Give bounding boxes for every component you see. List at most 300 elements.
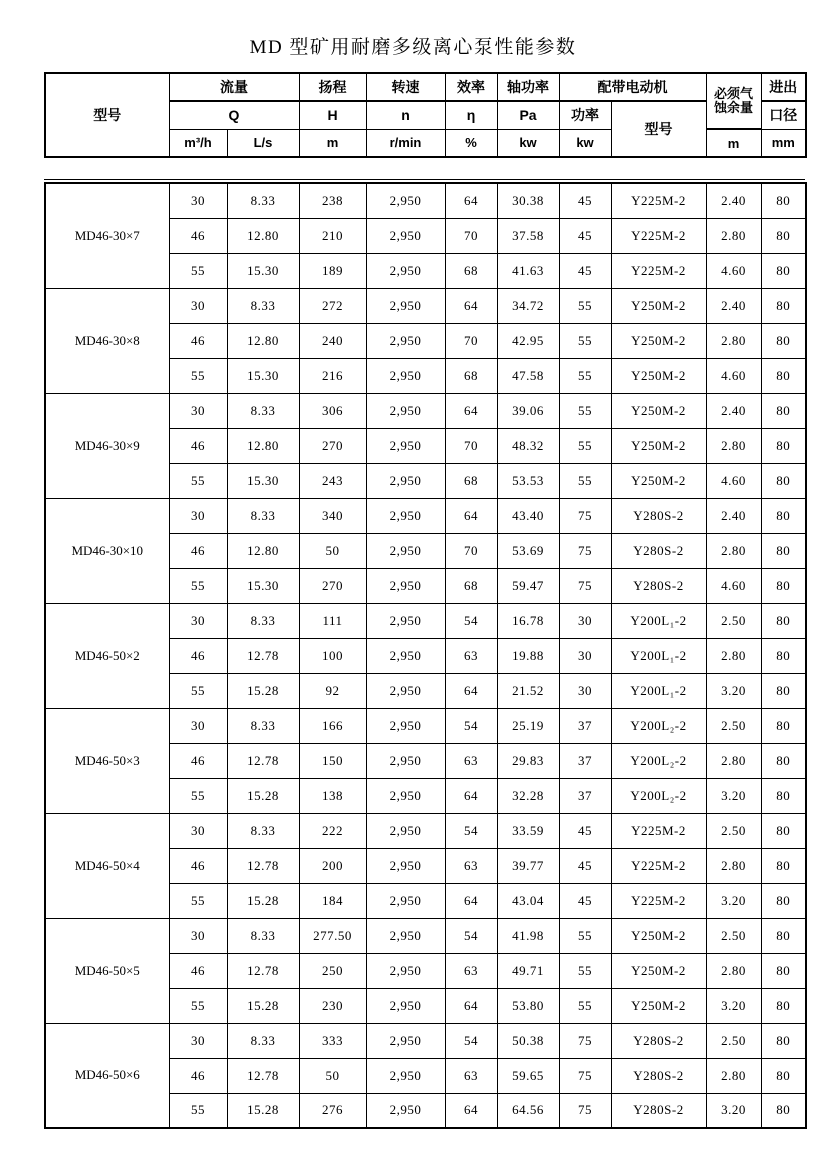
cell-shaft-power: 43.40 — [497, 498, 559, 533]
cell-pump-model: MD46-50×6 — [45, 1023, 169, 1128]
cell-efficiency: 64 — [445, 288, 497, 323]
cell-flow-m3h: 55 — [169, 253, 227, 288]
cell-efficiency: 54 — [445, 813, 497, 848]
cell-motor-power: 30 — [559, 603, 611, 638]
cell-motor-model: Y250M-2 — [611, 428, 706, 463]
cell-head-m: 111 — [299, 603, 366, 638]
cell-motor-model: Y200L₁-2 — [611, 603, 706, 638]
cell-motor-power: 55 — [559, 988, 611, 1023]
cell-motor-power: 45 — [559, 253, 611, 288]
cell-motor-model: Y280S-2 — [611, 1093, 706, 1128]
cell-pump-model: MD46-50×4 — [45, 813, 169, 918]
cell-flow-ls: 8.33 — [227, 183, 299, 218]
header-port-line2: 口径 — [761, 101, 806, 129]
cell-shaft-power: 16.78 — [497, 603, 559, 638]
cell-pump-model: MD46-50×3 — [45, 708, 169, 813]
cell-motor-power: 55 — [559, 918, 611, 953]
cell-port-diameter: 80 — [761, 498, 806, 533]
cell-head-m: 272 — [299, 288, 366, 323]
cell-speed: 2,950 — [366, 743, 445, 778]
cell-flow-m3h: 46 — [169, 953, 227, 988]
cell-port-diameter: 80 — [761, 253, 806, 288]
cell-motor-power: 55 — [559, 323, 611, 358]
header-pump-model: 型号 — [45, 73, 169, 157]
header-npsh-unit: m — [706, 129, 761, 157]
cell-npsh: 2.40 — [706, 498, 761, 533]
cell-port-diameter: 80 — [761, 323, 806, 358]
cell-npsh: 2.80 — [706, 1058, 761, 1093]
table-area — [44, 72, 805, 1129]
header-shaft-power-unit: kw — [497, 129, 559, 157]
cell-motor-model: Y280S-2 — [611, 498, 706, 533]
cell-pump-model: MD46-30×9 — [45, 393, 169, 498]
cell-motor-power: 75 — [559, 533, 611, 568]
cell-speed: 2,950 — [366, 568, 445, 603]
cell-flow-m3h: 46 — [169, 848, 227, 883]
cell-flow-m3h: 30 — [169, 603, 227, 638]
cell-motor-power: 75 — [559, 498, 611, 533]
cell-port-diameter: 80 — [761, 568, 806, 603]
header-flow-unit2: L/s — [227, 129, 299, 157]
cell-head-m: 216 — [299, 358, 366, 393]
cell-motor-power: 30 — [559, 638, 611, 673]
cell-head-m: 189 — [299, 253, 366, 288]
cell-speed: 2,950 — [366, 673, 445, 708]
cell-head-m: 333 — [299, 1023, 366, 1058]
header-row-1 — [45, 73, 806, 101]
cell-port-diameter: 80 — [761, 288, 806, 323]
header-head: 扬程 — [299, 73, 366, 101]
cell-motor-power: 75 — [559, 568, 611, 603]
cell-npsh: 2.80 — [706, 953, 761, 988]
cell-shaft-power: 21.52 — [497, 673, 559, 708]
cell-port-diameter: 80 — [761, 533, 806, 568]
cell-npsh: 2.80 — [706, 848, 761, 883]
cell-speed: 2,950 — [366, 183, 445, 218]
cell-motor-model: Y225M-2 — [611, 883, 706, 918]
table-row — [45, 813, 806, 848]
cell-npsh: 2.40 — [706, 393, 761, 428]
cell-head-m: 276 — [299, 1093, 366, 1128]
header-motor-power: 功率 — [559, 101, 611, 129]
cell-npsh: 2.50 — [706, 813, 761, 848]
cell-motor-model: Y280S-2 — [611, 533, 706, 568]
cell-port-diameter: 80 — [761, 428, 806, 463]
cell-flow-m3h: 46 — [169, 323, 227, 358]
cell-motor-model: Y200L₂-2 — [611, 708, 706, 743]
table-row — [45, 498, 806, 533]
table-row — [45, 708, 806, 743]
cell-speed: 2,950 — [366, 813, 445, 848]
cell-flow-ls: 8.33 — [227, 288, 299, 323]
cell-motor-power: 45 — [559, 218, 611, 253]
cell-motor-power: 45 — [559, 883, 611, 918]
cell-speed: 2,950 — [366, 253, 445, 288]
cell-speed: 2,950 — [366, 323, 445, 358]
cell-efficiency: 64 — [445, 183, 497, 218]
cell-shaft-power: 39.06 — [497, 393, 559, 428]
header-speed-unit: r/min — [366, 129, 445, 157]
cell-motor-model: Y250M-2 — [611, 988, 706, 1023]
cell-motor-power: 55 — [559, 358, 611, 393]
cell-flow-m3h: 46 — [169, 218, 227, 253]
cell-pump-model: MD46-30×7 — [45, 183, 169, 288]
cell-motor-model: Y225M-2 — [611, 813, 706, 848]
cell-head-m: 100 — [299, 638, 366, 673]
cell-speed: 2,950 — [366, 778, 445, 813]
cell-motor-model: Y200L₁-2 — [611, 673, 706, 708]
header-speed: 转速 — [366, 73, 445, 101]
cell-shaft-power: 53.69 — [497, 533, 559, 568]
header-port-unit: mm — [761, 129, 806, 157]
cell-motor-model: Y250M-2 — [611, 323, 706, 358]
cell-port-diameter: 80 — [761, 1058, 806, 1093]
cell-flow-m3h: 46 — [169, 743, 227, 778]
cell-npsh: 4.60 — [706, 253, 761, 288]
cell-npsh: 2.80 — [706, 743, 761, 778]
cell-flow-m3h: 30 — [169, 498, 227, 533]
cell-port-diameter: 80 — [761, 1093, 806, 1128]
cell-motor-model: Y250M-2 — [611, 463, 706, 498]
cell-port-diameter: 80 — [761, 638, 806, 673]
cell-flow-m3h: 30 — [169, 183, 227, 218]
cell-port-diameter: 80 — [761, 848, 806, 883]
cell-head-m: 166 — [299, 708, 366, 743]
cell-speed: 2,950 — [366, 1093, 445, 1128]
table-row — [45, 1023, 806, 1058]
cell-flow-ls: 8.33 — [227, 813, 299, 848]
cell-motor-model: Y200L₂-2 — [611, 743, 706, 778]
cell-npsh: 3.20 — [706, 988, 761, 1023]
cell-port-diameter: 80 — [761, 778, 806, 813]
cell-efficiency: 54 — [445, 918, 497, 953]
header-motor: 配带电动机 — [559, 73, 706, 101]
cell-flow-m3h: 55 — [169, 568, 227, 603]
cell-speed: 2,950 — [366, 638, 445, 673]
table-row — [45, 603, 806, 638]
cell-speed: 2,950 — [366, 288, 445, 323]
cell-efficiency: 54 — [445, 603, 497, 638]
header-motor-power-unit: kw — [559, 129, 611, 157]
cell-flow-m3h: 55 — [169, 778, 227, 813]
cell-motor-power: 55 — [559, 288, 611, 323]
cell-npsh: 2.50 — [706, 1023, 761, 1058]
cell-shaft-power: 48.32 — [497, 428, 559, 463]
cell-flow-ls: 8.33 — [227, 1023, 299, 1058]
cell-flow-ls: 12.80 — [227, 218, 299, 253]
cell-flow-ls: 15.30 — [227, 253, 299, 288]
cell-motor-model: Y280S-2 — [611, 568, 706, 603]
cell-flow-m3h: 46 — [169, 1058, 227, 1093]
cell-motor-power: 37 — [559, 778, 611, 813]
cell-port-diameter: 80 — [761, 463, 806, 498]
cell-flow-ls: 15.30 — [227, 358, 299, 393]
cell-npsh: 2.40 — [706, 183, 761, 218]
cell-speed: 2,950 — [366, 498, 445, 533]
cell-port-diameter: 80 — [761, 183, 806, 218]
cell-port-diameter: 80 — [761, 673, 806, 708]
cell-head-m: 277.50 — [299, 918, 366, 953]
cell-port-diameter: 80 — [761, 358, 806, 393]
cell-npsh: 2.80 — [706, 323, 761, 358]
cell-speed: 2,950 — [366, 533, 445, 568]
cell-flow-ls: 15.28 — [227, 778, 299, 813]
cell-flow-m3h: 30 — [169, 918, 227, 953]
cell-shaft-power: 30.38 — [497, 183, 559, 218]
cell-shaft-power: 49.71 — [497, 953, 559, 988]
cell-shaft-power: 19.88 — [497, 638, 559, 673]
cell-flow-ls: 8.33 — [227, 603, 299, 638]
header-flow-symbol: Q — [169, 101, 299, 129]
cell-shaft-power: 34.72 — [497, 288, 559, 323]
cell-speed: 2,950 — [366, 603, 445, 638]
cell-flow-ls: 12.80 — [227, 533, 299, 568]
cell-efficiency: 64 — [445, 1093, 497, 1128]
cell-shaft-power: 43.04 — [497, 883, 559, 918]
cell-head-m: 200 — [299, 848, 366, 883]
cell-motor-model: Y200L₁-2 — [611, 638, 706, 673]
cell-speed: 2,950 — [366, 988, 445, 1023]
cell-npsh: 3.20 — [706, 673, 761, 708]
cell-npsh: 4.60 — [706, 358, 761, 393]
cell-head-m: 306 — [299, 393, 366, 428]
cell-head-m: 50 — [299, 533, 366, 568]
cell-head-m: 138 — [299, 778, 366, 813]
cell-speed: 2,950 — [366, 218, 445, 253]
cell-flow-m3h: 30 — [169, 1023, 227, 1058]
cell-efficiency: 63 — [445, 953, 497, 988]
cell-efficiency: 64 — [445, 883, 497, 918]
cell-head-m: 238 — [299, 183, 366, 218]
cell-motor-model: Y225M-2 — [611, 848, 706, 883]
header-flow: 流量 — [169, 73, 299, 101]
cell-flow-ls: 12.78 — [227, 953, 299, 988]
cell-head-m: 150 — [299, 743, 366, 778]
cell-flow-ls: 15.28 — [227, 673, 299, 708]
cell-port-diameter: 80 — [761, 813, 806, 848]
cell-motor-power: 55 — [559, 428, 611, 463]
cell-speed: 2,950 — [366, 708, 445, 743]
cell-npsh: 2.50 — [706, 918, 761, 953]
header-shaft-power: 轴功率 — [497, 73, 559, 101]
cell-port-diameter: 80 — [761, 988, 806, 1023]
cell-pump-model: MD46-30×10 — [45, 498, 169, 603]
cell-speed: 2,950 — [366, 883, 445, 918]
cell-motor-model: Y250M-2 — [611, 288, 706, 323]
cell-efficiency: 63 — [445, 638, 497, 673]
cell-head-m: 340 — [299, 498, 366, 533]
table-row — [45, 183, 806, 218]
cell-shaft-power: 42.95 — [497, 323, 559, 358]
cell-port-diameter: 80 — [761, 743, 806, 778]
table-row — [45, 288, 806, 323]
cell-shaft-power: 29.83 — [497, 743, 559, 778]
cell-port-diameter: 80 — [761, 603, 806, 638]
cell-flow-m3h: 46 — [169, 533, 227, 568]
cell-efficiency: 63 — [445, 1058, 497, 1093]
cell-shaft-power: 53.53 — [497, 463, 559, 498]
cell-flow-ls: 12.78 — [227, 638, 299, 673]
cell-motor-power: 37 — [559, 708, 611, 743]
header-efficiency-unit: % — [445, 129, 497, 157]
header-head-symbol: H — [299, 101, 366, 129]
cell-motor-power: 55 — [559, 463, 611, 498]
cell-flow-ls: 12.80 — [227, 428, 299, 463]
cell-speed: 2,950 — [366, 848, 445, 883]
cell-flow-m3h: 46 — [169, 428, 227, 463]
cell-head-m: 222 — [299, 813, 366, 848]
cell-motor-model: Y200L₂-2 — [611, 778, 706, 813]
cell-efficiency: 70 — [445, 323, 497, 358]
cell-flow-ls: 12.80 — [227, 323, 299, 358]
cell-flow-ls: 15.28 — [227, 988, 299, 1023]
cell-motor-power: 75 — [559, 1023, 611, 1058]
cell-motor-power: 45 — [559, 848, 611, 883]
performance-table-body — [44, 182, 807, 1129]
cell-motor-power: 37 — [559, 743, 611, 778]
cell-flow-m3h: 55 — [169, 1093, 227, 1128]
cell-flow-ls: 12.78 — [227, 743, 299, 778]
header-npsh-line2: 蚀余量 — [713, 100, 753, 115]
cell-efficiency: 70 — [445, 428, 497, 463]
cell-port-diameter: 80 — [761, 918, 806, 953]
cell-flow-m3h: 30 — [169, 288, 227, 323]
cell-flow-ls: 8.33 — [227, 498, 299, 533]
cell-flow-ls: 15.30 — [227, 568, 299, 603]
cell-shaft-power: 59.47 — [497, 568, 559, 603]
cell-motor-model: Y280S-2 — [611, 1058, 706, 1093]
cell-efficiency: 64 — [445, 498, 497, 533]
cell-speed: 2,950 — [366, 358, 445, 393]
header-efficiency: 效率 — [445, 73, 497, 101]
cell-efficiency: 70 — [445, 218, 497, 253]
cell-shaft-power: 33.59 — [497, 813, 559, 848]
cell-flow-m3h: 30 — [169, 708, 227, 743]
cell-efficiency: 64 — [445, 988, 497, 1023]
cell-speed: 2,950 — [366, 953, 445, 988]
cell-head-m: 243 — [299, 463, 366, 498]
cell-head-m: 250 — [299, 953, 366, 988]
cell-npsh: 2.50 — [706, 708, 761, 743]
cell-flow-m3h: 55 — [169, 673, 227, 708]
cell-port-diameter: 80 — [761, 953, 806, 988]
cell-head-m: 240 — [299, 323, 366, 358]
divider-line — [44, 179, 805, 180]
cell-head-m: 270 — [299, 568, 366, 603]
cell-flow-m3h: 55 — [169, 463, 227, 498]
cell-head-m: 92 — [299, 673, 366, 708]
cell-shaft-power: 25.19 — [497, 708, 559, 743]
cell-flow-ls: 15.28 — [227, 1093, 299, 1128]
cell-head-m: 184 — [299, 883, 366, 918]
cell-motor-model: Y250M-2 — [611, 953, 706, 988]
cell-npsh: 3.20 — [706, 778, 761, 813]
cell-flow-ls: 12.78 — [227, 1058, 299, 1093]
cell-head-m: 210 — [299, 218, 366, 253]
cell-shaft-power: 39.77 — [497, 848, 559, 883]
cell-efficiency: 70 — [445, 533, 497, 568]
cell-motor-model: Y250M-2 — [611, 918, 706, 953]
cell-shaft-power: 47.58 — [497, 358, 559, 393]
cell-flow-ls: 8.33 — [227, 708, 299, 743]
cell-flow-ls: 15.28 — [227, 883, 299, 918]
header-npsh-line1: 必须气 — [713, 85, 753, 101]
cell-shaft-power: 37.58 — [497, 218, 559, 253]
cell-efficiency: 54 — [445, 1023, 497, 1058]
cell-motor-model: Y225M-2 — [611, 253, 706, 288]
cell-shaft-power: 41.63 — [497, 253, 559, 288]
cell-motor-power: 45 — [559, 813, 611, 848]
cell-motor-model: Y250M-2 — [611, 358, 706, 393]
cell-shaft-power: 59.65 — [497, 1058, 559, 1093]
cell-npsh: 2.80 — [706, 533, 761, 568]
cell-motor-power: 55 — [559, 393, 611, 428]
performance-table-header — [44, 72, 807, 158]
cell-flow-m3h: 30 — [169, 813, 227, 848]
cell-npsh: 2.50 — [706, 603, 761, 638]
cell-flow-m3h: 55 — [169, 883, 227, 918]
cell-flow-m3h: 55 — [169, 358, 227, 393]
cell-speed: 2,950 — [366, 1058, 445, 1093]
cell-shaft-power: 32.28 — [497, 778, 559, 813]
cell-npsh: 4.60 — [706, 463, 761, 498]
cell-motor-power: 75 — [559, 1058, 611, 1093]
cell-motor-model: Y225M-2 — [611, 183, 706, 218]
header-shaft-power-symbol: Pa — [497, 101, 559, 129]
cell-efficiency: 64 — [445, 778, 497, 813]
cell-motor-model: Y225M-2 — [611, 218, 706, 253]
cell-flow-ls: 8.33 — [227, 918, 299, 953]
cell-efficiency: 68 — [445, 568, 497, 603]
cell-shaft-power: 53.80 — [497, 988, 559, 1023]
cell-head-m: 270 — [299, 428, 366, 463]
cell-speed: 2,950 — [366, 463, 445, 498]
cell-port-diameter: 80 — [761, 1023, 806, 1058]
cell-speed: 2,950 — [366, 918, 445, 953]
cell-port-diameter: 80 — [761, 218, 806, 253]
page-title: MD 型矿用耐磨多级离心泵性能参数 — [249, 37, 577, 58]
cell-npsh: 3.20 — [706, 883, 761, 918]
cell-speed: 2,950 — [366, 1023, 445, 1058]
cell-efficiency: 68 — [445, 463, 497, 498]
cell-port-diameter: 80 — [761, 393, 806, 428]
cell-npsh: 2.40 — [706, 288, 761, 323]
cell-efficiency: 63 — [445, 743, 497, 778]
cell-motor-power: 30 — [559, 673, 611, 708]
header-npsh — [706, 73, 761, 129]
cell-npsh: 2.80 — [706, 638, 761, 673]
cell-efficiency: 68 — [445, 358, 497, 393]
cell-npsh: 4.60 — [706, 568, 761, 603]
cell-head-m: 230 — [299, 988, 366, 1023]
cell-motor-model: Y280S-2 — [611, 1023, 706, 1058]
cell-flow-ls: 8.33 — [227, 393, 299, 428]
cell-pump-model: MD46-50×2 — [45, 603, 169, 708]
cell-pump-model: MD46-50×5 — [45, 918, 169, 1023]
cell-motor-power: 75 — [559, 1093, 611, 1128]
header-port-line1: 进出 — [761, 73, 806, 101]
cell-efficiency: 64 — [445, 393, 497, 428]
header-flow-unit1: m³/h — [169, 129, 227, 157]
header-speed-symbol: n — [366, 101, 445, 129]
cell-flow-m3h: 55 — [169, 988, 227, 1023]
cell-shaft-power: 64.56 — [497, 1093, 559, 1128]
cell-shaft-power: 41.98 — [497, 918, 559, 953]
cell-motor-model: Y250M-2 — [611, 393, 706, 428]
cell-shaft-power: 50.38 — [497, 1023, 559, 1058]
cell-head-m: 50 — [299, 1058, 366, 1093]
cell-speed: 2,950 — [366, 393, 445, 428]
